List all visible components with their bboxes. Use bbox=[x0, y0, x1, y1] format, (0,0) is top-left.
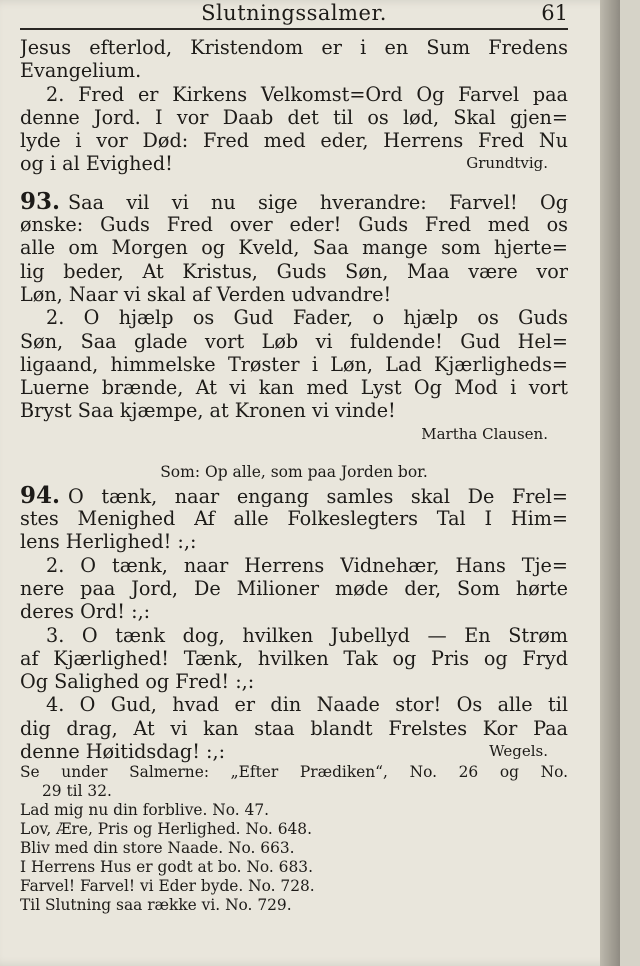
reference-line: I Herrens Hus er godt at bo. No. 683. bbox=[20, 858, 313, 877]
verse-line: 3. O tænk dog, hvilken Jubellyd — En Strøm bbox=[46, 623, 568, 647]
verse-line: 4. O Gud, hvad er din Naade stor! Os alle til bbox=[46, 693, 568, 717]
text-line: lens Herlighed! :,: bbox=[20, 530, 197, 554]
verse-last-text: denne Høitidsdag! :,: bbox=[20, 740, 226, 764]
verse-last-text: og i al Evighed! bbox=[20, 152, 173, 176]
reference-line: Til Slutning saa række vi. No. 729. bbox=[20, 896, 292, 915]
verse-line: Bryst Saa kjæmpe, at Kronen vi vinde! bbox=[20, 399, 396, 423]
verse-line: ligaand, himmelske Trøster i Løn, Lad Kjærligheds= bbox=[20, 352, 568, 376]
text-line: lig beder, At Kristus, Guds Søn, Maa være vor bbox=[20, 259, 568, 283]
verse-line: Søn, Saa glade vort Løb vi fuldende! Gud Hel= bbox=[20, 329, 568, 353]
verse-line bbox=[20, 152, 568, 175]
verse-line: 2. O hjælp os Gud Fader, o hjælp os Guds bbox=[46, 306, 568, 330]
text-line: stes Menighed Af alle Folkeslegters Tal I Him= bbox=[20, 507, 568, 531]
verse-line: Og Salighed og Fred! :,: bbox=[20, 670, 255, 694]
hymn-94-first-line bbox=[20, 484, 568, 507]
hymn-number: 93. bbox=[20, 189, 61, 214]
reference-line: Bliv med din store Naade. No. 663. bbox=[20, 839, 295, 858]
verse-line bbox=[20, 740, 568, 763]
hymn-first-text: Saa vil vi nu sige hverandre: Farvel! Og bbox=[68, 190, 568, 214]
page-edge bbox=[600, 0, 620, 966]
hymn-first-text: O tænk, naar engang samles skal De Frel= bbox=[68, 484, 568, 508]
melody-note: Som: Op alle, som paa Jorden bor. bbox=[160, 462, 428, 481]
text-line: alle om Morgen og Kveld, Saa mange som hjerte= bbox=[20, 236, 568, 260]
author-signature: Wegels. bbox=[489, 742, 548, 761]
text-line: Evangelium. bbox=[20, 59, 142, 83]
text-line: Løn, Naar vi skal af Verden udvandre! bbox=[20, 282, 392, 306]
verse-line: deres Ord! :,: bbox=[20, 600, 151, 624]
hymn-93-first-line bbox=[20, 190, 568, 213]
text-line: ønske: Guds Fred over eder! Guds Fred med os bbox=[20, 213, 568, 237]
verse-line: 2. O tænk, naar Herrens Vidnehær, Hans Tje= bbox=[46, 553, 568, 577]
page-number: 61 bbox=[541, 1, 568, 25]
verse-line: dig drag, At vi kan staa blandt Frelstes Kor Paa bbox=[20, 716, 568, 740]
verse-line: Luerne brænde, At vi kan med Lyst Og Mod i vort bbox=[20, 376, 568, 400]
hymn-number: 94. bbox=[20, 483, 61, 508]
reference-line: 29 til 32. bbox=[42, 782, 112, 801]
page-header bbox=[20, 0, 568, 30]
verse-line: af Kjærlighed! Tænk, hvilken Tak og Pris og Fryd bbox=[20, 646, 568, 670]
reference-line: Farvel! Farvel! vi Eder byde. No. 728. bbox=[20, 877, 315, 896]
author-signature: Martha Clausen. bbox=[421, 424, 548, 443]
reference-line: Lad mig nu din forblive. No. 47. bbox=[20, 801, 270, 820]
verse-line: 2. Fred er Kirkens Velkomst=Ord Og Farvel paa bbox=[46, 82, 568, 106]
running-title: Slutningssalmer. bbox=[201, 1, 387, 25]
reference-line: Se under Salmerne: „Efter Prædiken“, No. 26 og No. bbox=[20, 763, 568, 782]
author-signature: Grundtvig. bbox=[466, 154, 548, 173]
reference-line: Lov, Ære, Pris og Herlighed. No. 648. bbox=[20, 820, 312, 839]
text-line: Jesus efterlod, Kristendom er i en Sum Fredens bbox=[20, 36, 568, 59]
verse-line: lyde i vor Død: Fred med eder, Herrens Fred Nu bbox=[20, 129, 568, 153]
verse-line: denne Jord. I vor Daab det til os lød, Skal gjen= bbox=[20, 105, 568, 129]
verse-line: nere paa Jord, De Milioner møde der, Som hørte bbox=[20, 576, 568, 600]
page-text bbox=[20, 36, 568, 915]
